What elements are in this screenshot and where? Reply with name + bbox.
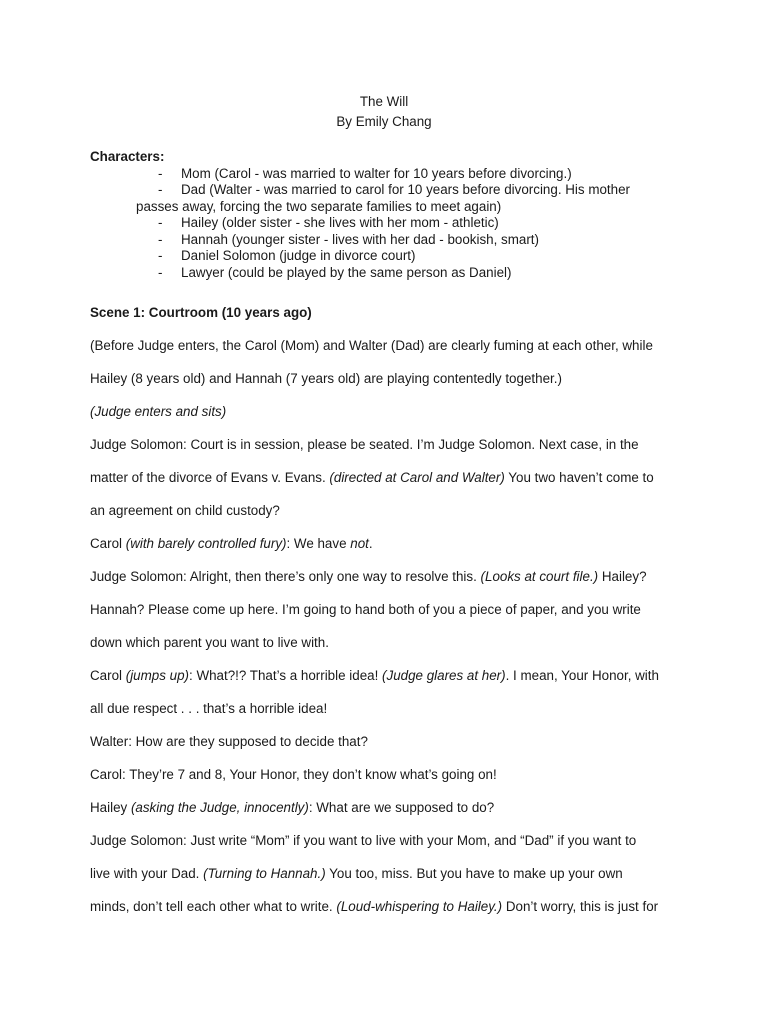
dialogue-text: Walter: How are they supposed to decide that? bbox=[90, 734, 368, 749]
script-body bbox=[90, 305, 690, 932]
dialogue-text: minds, don’t tell each other what to write. bbox=[90, 899, 337, 914]
script-line bbox=[90, 668, 690, 701]
character-item bbox=[90, 248, 690, 265]
dialogue-text: matter of the divorce of Evans v. Evans. bbox=[90, 470, 330, 485]
character-item bbox=[90, 182, 690, 215]
script-line bbox=[90, 503, 690, 536]
script-line bbox=[90, 866, 690, 899]
bullet-dash: - bbox=[158, 231, 163, 247]
dialogue-text: Hannah? Please come up here. I’m going to hand both of you a piece of paper, and you write bbox=[90, 602, 641, 617]
title-block bbox=[0, 92, 768, 132]
character-description: Mom (Carol - was married to walter for 10 years before divorcing.) bbox=[181, 165, 572, 181]
dialogue-text: Carol: They’re 7 and 8, Your Honor, they don’t know what’s going on! bbox=[90, 767, 497, 782]
dialogue-text: live with your Dad. bbox=[90, 866, 204, 881]
dialogue-text: : We have bbox=[286, 536, 351, 551]
character-item bbox=[90, 166, 690, 183]
dialogue-text: : What?!? That’s a horrible idea! bbox=[189, 668, 383, 683]
script-line bbox=[90, 569, 690, 602]
bullet-dash: - bbox=[158, 165, 163, 181]
character-description-continued: passes away, forcing the two separate families to meet again) bbox=[136, 198, 502, 214]
character-item bbox=[90, 232, 690, 249]
script-line bbox=[90, 800, 690, 833]
script-line bbox=[90, 404, 690, 437]
character-item bbox=[90, 215, 690, 232]
dialogue-text: down which parent you want to live with. bbox=[90, 635, 329, 650]
dialogue-text: Hailey? bbox=[598, 569, 647, 584]
dialogue-text: (Before Judge enters, the Carol (Mom) and Walter (Dad) are clearly fuming at each other, while bbox=[90, 338, 653, 353]
dialogue-text: Don’t worry, this is just for bbox=[502, 899, 659, 914]
dialogue-text: Carol bbox=[90, 668, 126, 683]
characters-section bbox=[90, 149, 690, 281]
bullet-dash: - bbox=[158, 264, 163, 280]
stage-direction: (jumps up) bbox=[125, 668, 189, 683]
stage-direction: (Loud-whispering to Hailey.) bbox=[336, 899, 503, 914]
stage-direction: (Looks at court file.) bbox=[480, 569, 599, 584]
script-line bbox=[90, 635, 690, 668]
script-line bbox=[90, 833, 690, 866]
stage-direction: (Judge enters and sits) bbox=[90, 404, 227, 419]
character-description: Daniel Solomon (judge in divorce court) bbox=[181, 248, 416, 263]
stage-direction: (asking the Judge, innocently) bbox=[130, 800, 309, 815]
stage-direction: (Judge glares at her) bbox=[382, 668, 506, 683]
script-line bbox=[90, 602, 690, 635]
bullet-dash: - bbox=[158, 215, 163, 230]
scene-heading: Scene 1: Courtroom (10 years ago) bbox=[90, 305, 312, 320]
dialogue-text: . I mean, Your Honor, with bbox=[505, 668, 659, 683]
bullet-dash: - bbox=[158, 182, 163, 197]
characters-heading: Characters: bbox=[90, 149, 165, 164]
dialogue-text: Hailey bbox=[90, 800, 131, 815]
stage-direction: not bbox=[350, 536, 369, 551]
dialogue-text: : What are we supposed to do? bbox=[308, 800, 495, 815]
script-line bbox=[90, 701, 690, 734]
character-item bbox=[90, 265, 690, 282]
script-line bbox=[90, 371, 690, 404]
dialogue-text: You too, miss. But you have to make up your own bbox=[325, 866, 623, 881]
script-line bbox=[90, 734, 690, 767]
dialogue-text: all due respect . . . that’s a horrible idea! bbox=[90, 701, 328, 716]
dialogue-text: Judge Solomon: Just write “Mom” if you want to live with your Mom, and “Dad” if you want to bbox=[90, 833, 637, 848]
dialogue-text: . bbox=[368, 536, 373, 551]
script-line bbox=[90, 767, 690, 800]
character-description: Dad (Walter - was married to carol for 10 years before divorcing. His mother bbox=[181, 182, 630, 197]
dialogue-text: Hailey (8 years old) and Hannah (7 years old) are playing contentedly together.) bbox=[90, 371, 562, 386]
dialogue-text: You two haven’t come to bbox=[504, 470, 654, 485]
character-description: Hailey (older sister - she lives with her mom - athletic) bbox=[181, 215, 499, 230]
character-description: Lawyer (could be played by the same person as Daniel) bbox=[181, 264, 512, 280]
script-lines bbox=[90, 338, 690, 932]
stage-direction: (directed at Carol and Walter) bbox=[329, 470, 505, 485]
document-title: The Will bbox=[359, 94, 409, 109]
script-line bbox=[90, 899, 690, 932]
document-author: By Emily Chang bbox=[336, 114, 432, 129]
script-line bbox=[90, 437, 690, 470]
stage-direction: (Turning to Hannah.) bbox=[203, 866, 326, 881]
bullet-dash: - bbox=[158, 248, 163, 263]
stage-direction: (with barely controlled fury) bbox=[125, 536, 287, 551]
script-line bbox=[90, 338, 690, 371]
dialogue-text: Judge Solomon: Court is in session, please be seated. I’m Judge Solomon. Next case, in the bbox=[90, 437, 639, 452]
dialogue-text: Judge Solomon: Alright, then there’s only one way to resolve this. bbox=[90, 569, 481, 584]
script-line bbox=[90, 470, 690, 503]
dialogue-text: an agreement on child custody? bbox=[90, 503, 280, 518]
character-description: Hannah (younger sister - lives with her dad - bookish, smart) bbox=[181, 231, 539, 247]
script-line bbox=[90, 536, 690, 569]
characters-list bbox=[90, 166, 690, 282]
dialogue-text: Carol bbox=[90, 536, 126, 551]
